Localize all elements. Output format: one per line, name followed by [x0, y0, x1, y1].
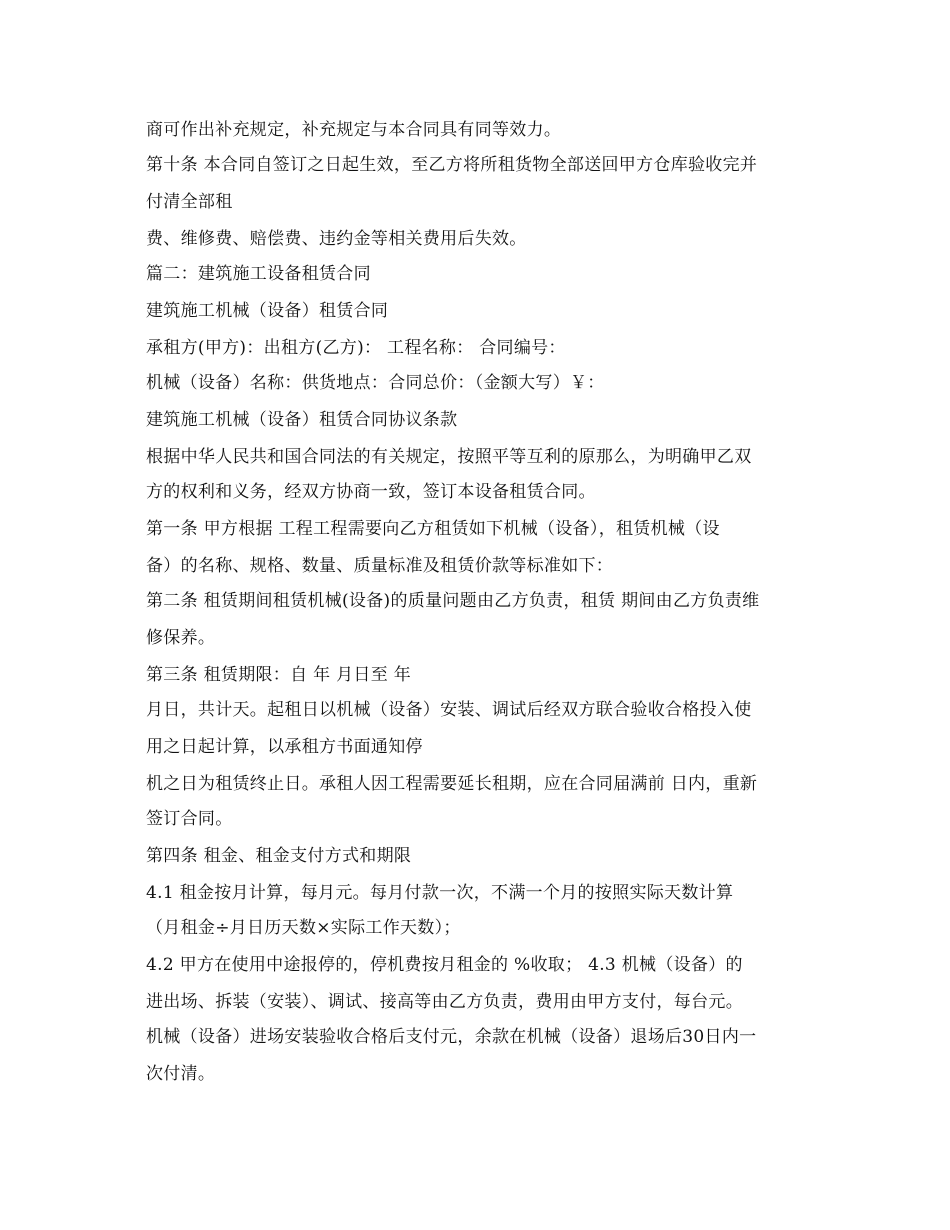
text-line: 签订合同。: [146, 809, 233, 829]
text-line: 机械（设备）名称：供货地点：合同总价：（金额大写）￥：: [146, 373, 605, 393]
text-line: 方的权利和义务，经双方协商一致，签订本设备租赁合同。: [146, 482, 596, 502]
text-line: 备）的名称、规格、数量、质量标准及租赁价款等标准如下：: [146, 556, 614, 576]
text-line: 机之日为租赁终止日。承租人因工程需要延长租期，应在合同届满前 日内，重新: [146, 774, 758, 794]
text-line: 第二条 租赁期间租赁机械(设备)的质量问题由乙方负责，租赁 期间由乙方负责维: [146, 591, 760, 611]
text-line: 第四条 租金、租金支付方式和期限: [146, 846, 412, 866]
text-line: 承租方(甲方)：出租方(乙方)： 工程名称： 合同编号：: [146, 338, 566, 358]
text-line: 次付清。: [146, 1064, 216, 1084]
text-line: 修保养。: [146, 628, 216, 648]
text-line: 篇二：建筑施工设备租赁合同: [146, 264, 371, 284]
text-line: 4.2 甲方在使用中途报停的，停机费按月租金的 %收取； 4.3 机械（设备）的: [146, 955, 743, 975]
text-line: 第一条 甲方根据 工程工程需要向乙方租赁如下机械（设备），租赁机械（设: [146, 519, 720, 539]
text-line: 付清全部租: [146, 192, 233, 212]
text-line: 月日，共计天。起租日以机械（设备）安装、调试后经双方联合验收合格投入使: [146, 700, 752, 720]
text-line: 进出场、拆装（安装）、调试、接高等由乙方负责，费用由甲方支付，每台元。: [146, 992, 743, 1012]
text-line: 4.1 租金按月计算，每月元。每月付款一次，不满一个月的按照实际天数计算: [146, 883, 734, 903]
text-line: 商可作出补充规定，补充规定与本合同具有同等效力。: [146, 120, 562, 140]
text-line: 根据中华人民共和国合同法的有关规定，按照平等互利的原那么，为明确甲乙双: [146, 447, 752, 467]
text-line: 机械（设备）进场安装验收合格后支付元，余款在机械（设备）退场后30日内一: [146, 1027, 757, 1047]
text-line: 建筑施工机械（设备）租赁合同协议条款: [146, 410, 458, 430]
text-line: 费、维修费、赔偿费、违约金等相关费用后失效。: [146, 229, 527, 249]
text-line: 建筑施工机械（设备）租赁合同: [146, 301, 389, 321]
text-line: （月租金÷月日历天数×实际工作天数）；: [146, 918, 461, 938]
text-line: 第十条 本合同自签订之日起生效，至乙方将所租货物全部送回甲方仓库验收完并: [146, 155, 758, 175]
text-line: 第三条 租赁期限：自 年 月日至 年: [146, 665, 412, 685]
text-line: 用之日起计算，以承租方书面通知停: [146, 737, 423, 757]
